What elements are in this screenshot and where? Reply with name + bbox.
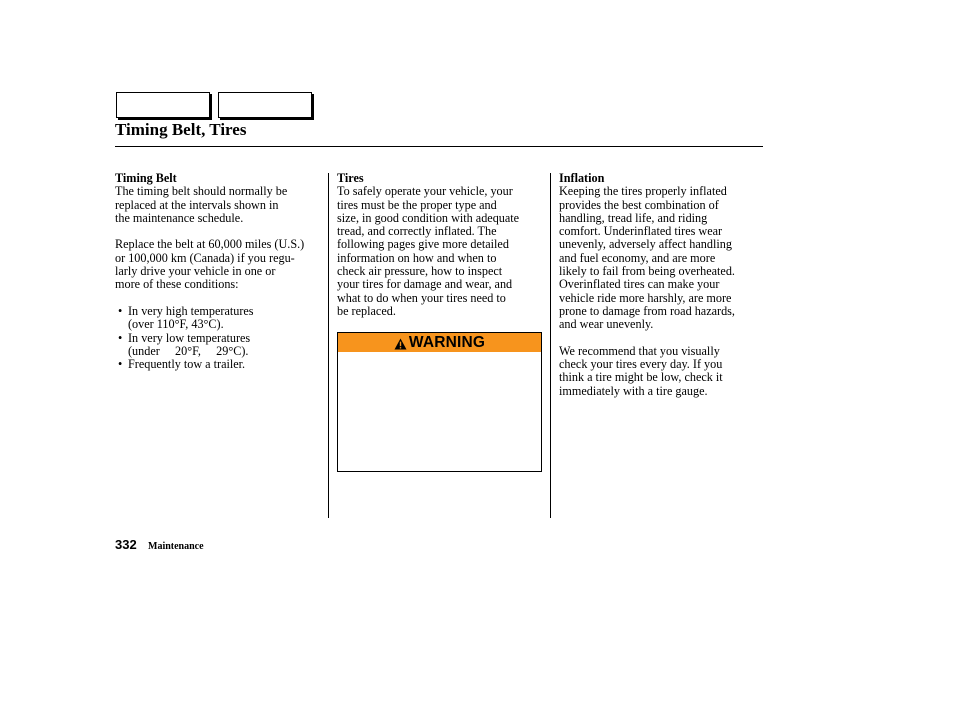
text-line: handling, tread life, and riding — [559, 210, 708, 225]
warning-header — [338, 333, 541, 352]
text-line: The timing belt should normally be — [115, 184, 288, 199]
timing-belt-para1 — [115, 185, 325, 225]
text-line: your tires for damage and wear, and — [337, 277, 513, 292]
text-line: Replace the belt at 60,000 miles (U.S.) — [115, 237, 305, 252]
text-line: • In very low temperatures — [128, 330, 251, 345]
text-line: vehicle ride more harshly, are more — [559, 290, 732, 305]
text-line: We recommend that you visually — [559, 343, 720, 358]
text-line: (over 110°F, 43°C). — [128, 317, 224, 332]
text-line: more of these conditions: — [115, 277, 239, 292]
inflation-heading: Inflation — [559, 171, 605, 185]
text-line: prone to damage from road hazards, — [559, 303, 735, 318]
text-line: tires must be the proper type and — [337, 197, 497, 212]
timing-belt-column — [115, 172, 325, 371]
text-line: provides the best combination of — [559, 197, 719, 212]
column-divider-2 — [550, 173, 551, 518]
text-line: larly drive your vehicle in one or — [115, 264, 276, 279]
page-number: 332 — [115, 537, 137, 552]
text-line: Keeping the tires properly inflated — [559, 184, 727, 199]
timing-belt-heading: Timing Belt — [115, 171, 177, 185]
text-line: or 100,000 km (Canada) if you regu- — [115, 250, 295, 265]
text-line: following pages give more detailed — [337, 237, 509, 252]
text-line: check air pressure, how to inspect — [337, 264, 503, 279]
nav-tab-right[interactable] — [218, 92, 312, 118]
list-item — [115, 305, 325, 332]
tires-heading: Tires — [337, 171, 364, 185]
text-line: size, in good condition with adequate — [337, 210, 520, 225]
text-line: unevenly, adversely affect handling — [559, 237, 732, 252]
text-line: what to do when your tires need to — [337, 290, 506, 305]
text-line: immediately with a tire gauge. — [559, 383, 708, 398]
text-line: Overinflated tires can make your — [559, 277, 720, 292]
text-line: think a tire might be low, check it — [559, 370, 723, 385]
text-line: and fuel economy, and are more — [559, 250, 716, 265]
inflation-para2 — [559, 345, 764, 398]
text-line: replaced at the intervals shown in — [115, 197, 279, 212]
text-line: comfort. Underinflated tires wear — [559, 224, 723, 239]
warning-box — [337, 332, 542, 472]
text-line: and wear unevenly. — [559, 317, 654, 332]
text-line: likely to fail from being overheated. — [559, 264, 735, 279]
text-line: • Frequently tow a trailer. — [128, 357, 246, 372]
text-line: To safely operate your vehicle, your — [337, 184, 513, 199]
tires-column — [337, 172, 542, 318]
nav-tab-left[interactable] — [116, 92, 210, 118]
inflation-column — [559, 172, 764, 398]
warning-label: WARNING — [408, 333, 486, 351]
text-line: check your tires every day. If you — [559, 357, 723, 372]
page-title: Timing Belt, Tires — [115, 120, 247, 139]
section-label: Maintenance — [148, 541, 204, 552]
list-item — [115, 332, 325, 359]
text-line: the maintenance schedule. — [115, 210, 244, 225]
text-line: (under 20°F, 29°C). — [128, 343, 249, 358]
title-divider — [115, 146, 763, 147]
text-line: • In very high temperatures — [128, 303, 254, 318]
tires-para1 — [337, 185, 542, 318]
column-divider-1 — [328, 173, 329, 518]
warning-triangle-icon — [394, 337, 407, 349]
text-line: be replaced. — [337, 303, 396, 318]
timing-belt-para2 — [115, 238, 325, 291]
conditions-list — [115, 305, 325, 371]
text-line: tread, and correctly inflated. The — [337, 224, 497, 239]
text-line: information on how and when to — [337, 250, 497, 265]
inflation-para1 — [559, 185, 764, 331]
list-item — [115, 358, 325, 371]
